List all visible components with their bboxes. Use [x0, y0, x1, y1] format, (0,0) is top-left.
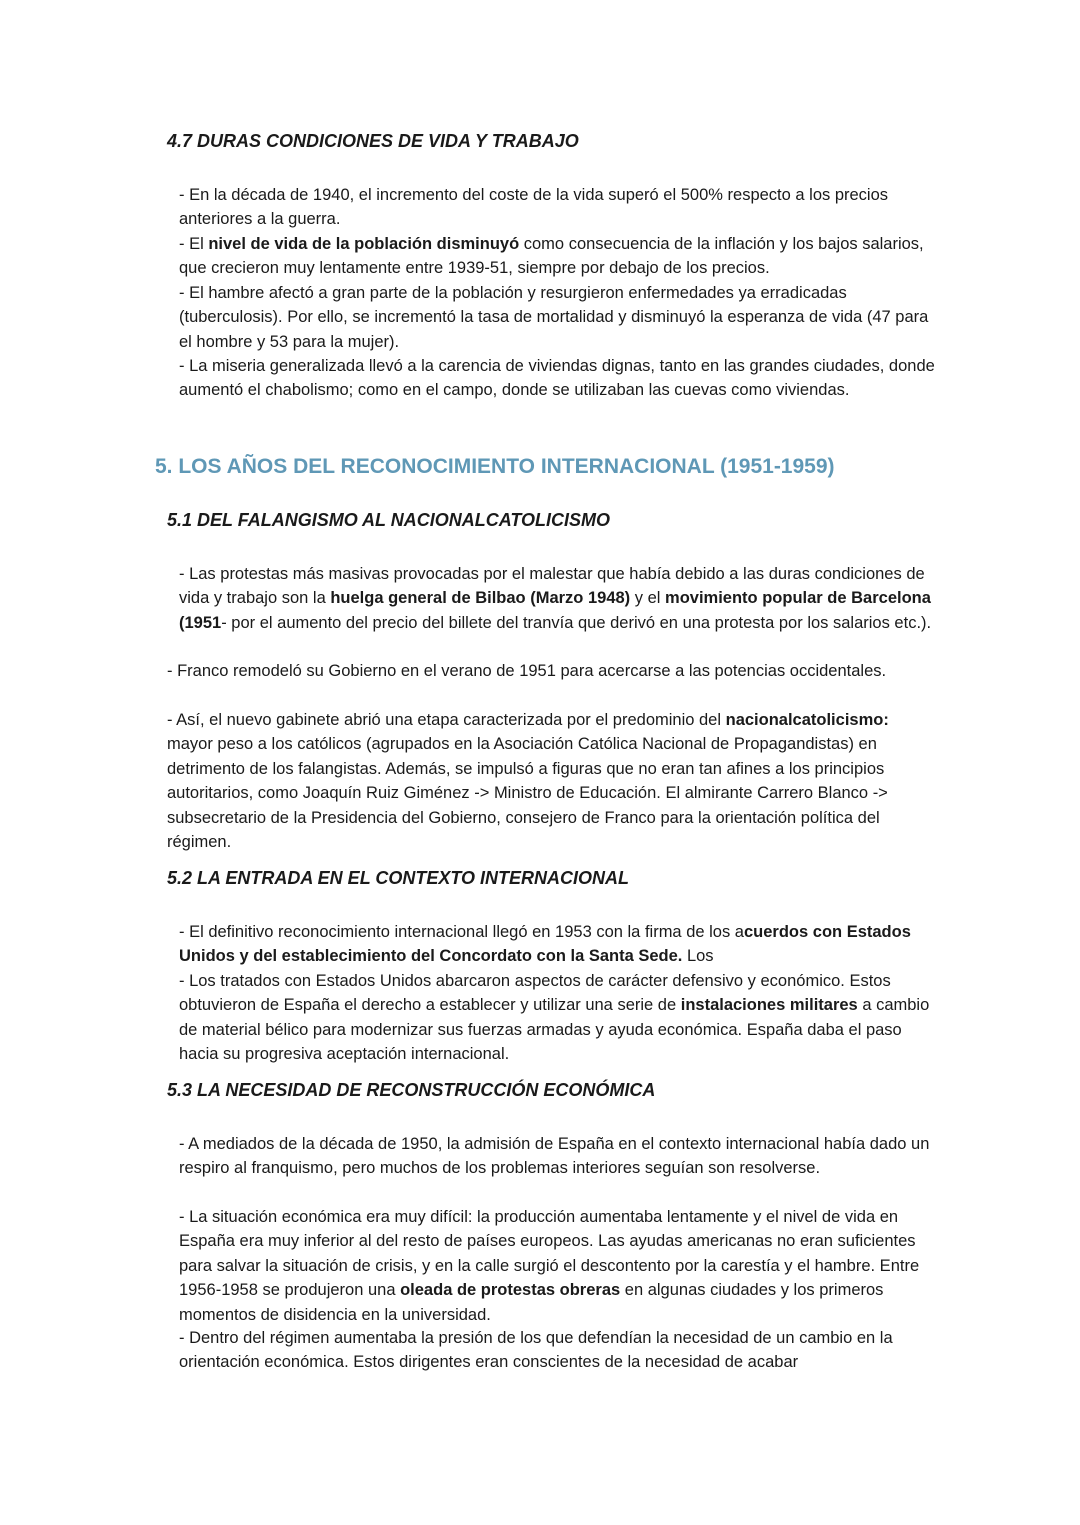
heading-4-7: 4.7 DURAS CONDICIONES DE VIDA Y TRABAJO [167, 131, 579, 151]
paragraph-5-2-2 [179, 969, 939, 1067]
paragraph-5-3-1: - A mediados de la década de 1950, la admisión de España en el contexto internacional había dado un respiro al franquismo, pero muchos de los problemas interiores seguían son resolverse. [179, 1135, 930, 1178]
text-run: - Así, el nuevo gabinete abrió una etapa caracterizada por el predominio del [167, 711, 726, 729]
text-run: - La situación económica era muy difícil: la producción aumentaba lentamente y el nivel de vida en España era muy inferior al del resto de países europeos. Las ayudas americanas no eran suficientes para salvar la situación de crisis, y en la calle surgió el descontento por la carestía y el hambre. Entre 1956-1958 se produjeron una [179, 1208, 920, 1300]
text-run: - El [179, 235, 209, 253]
bold-text: instalaciones militares [680, 996, 858, 1015]
paragraph-4-7-2 [179, 232, 939, 281]
text-run: mayor peso a los católicos (agrupados en la Asociación Católica Nacional de Propagandistas) en detrimento de los falangistas. Además, se impulsó a figuras que no eran tan afines a los principios autoritarios, como Joaquín Ruiz Giménez -> Ministro de Educación. El almirante Carrero Blanco -> subsecretario de la Presidencia del Gobierno, consejero de Franco para la orientación política del régimen. [167, 735, 888, 852]
text-run: como consecuencia de la inflación y los bajos salarios, que crecieron muy lentamente entre 1939-51, siempre por debajo de los precios. [179, 235, 924, 278]
paragraph-5-3-3: - Dentro del régimen aumentaba la presión de los que defendían la necesidad de un cambio en la orientación económica. Estos dirigentes eran conscientes de la necesidad de acabar [179, 1329, 893, 1372]
paragraph-5-1-2: - Franco remodeló su Gobierno en el verano de 1951 para acercarse a las potencias occidentales. [167, 662, 887, 680]
paragraph-5-1-1 [179, 562, 939, 635]
bold-text: movimiento popular de Barcelona (1951 [179, 589, 931, 632]
text-run: - Las protestas más masivas provocadas por el malestar que había debido a las duras condiciones de vida y trabajo son la [179, 565, 925, 608]
bold-text: cuerdos con Estados Unidos y del establecimiento del Concordato con la Santa Sede. [179, 923, 911, 966]
text-run: Los [682, 947, 714, 966]
text-run: - Los tratados con Estados Unidos abarcaron aspectos de carácter defensivo y económico. Estos obtuvieron de España el derecho a establecer y utilizar una serie de [179, 972, 891, 1015]
paragraph-5-1-3 [167, 708, 927, 854]
paragraph-4-7-3: - El hambre afectó a gran parte de la población y resurgieron enfermedades ya erradicadas (tuberculosis). Por ello, se incrementó la tasa de mortalidad y disminuyó la esperanza de vida (47 para el hombre y 53 para la mujer). [179, 284, 929, 351]
text-run: en algunas ciudades y los primeros momentos de disidencia en la universidad. [179, 1281, 884, 1324]
paragraph-5-3-2 [179, 1205, 939, 1327]
bold-text: nacionalcatolicismo: [725, 711, 889, 729]
text-run: y el [630, 589, 666, 608]
heading-5-3: 5.3 LA NECESIDAD DE RECONSTRUCCIÓN ECONÓMICA [167, 1080, 656, 1100]
paragraph-4-7-1: - En la década de 1940, el incremento del coste de la vida superó el 500% respecto a los precios anteriores a la guerra. [179, 186, 889, 229]
paragraph-5-2-1 [179, 920, 939, 969]
heading-5-1: 5.1 DEL FALANGISMO AL NACIONALCATOLICISMO [167, 510, 611, 530]
bold-text: oleada de protestas obreras [400, 1281, 621, 1300]
text-run: a cambio de material bélico para modernizar sus fuerzas armadas y ayuda económica. España daba el paso hacia su progresiva aceptación internacional. [179, 996, 930, 1064]
heading-5-2: 5.2 LA ENTRADA EN EL CONTEXTO INTERNACIONAL [167, 868, 630, 888]
bold-text: nivel de vida de la población disminuyó [208, 235, 520, 253]
text-run: - por el aumento del precio del billete del tranvía que derivó en una protesta por los salarios etc.). [221, 613, 932, 632]
bold-text: huelga general de Bilbao (Marzo 1948) [330, 589, 631, 608]
paragraph-4-7-4: - La miseria generalizada llevó a la carencia de viviendas dignas, tanto en las grandes ciudades, donde aumentó el chabolismo; como en el campo, donde se utilizaban las cuevas como viviendas. [179, 357, 935, 400]
section-5-title: 5. LOS AÑOS DEL RECONOCIMIENTO INTERNACIONAL (1951-1959) [155, 455, 835, 478]
text-run: - El definitivo reconocimiento internacional llegó en 1953 con la firma de los a [179, 923, 744, 941]
